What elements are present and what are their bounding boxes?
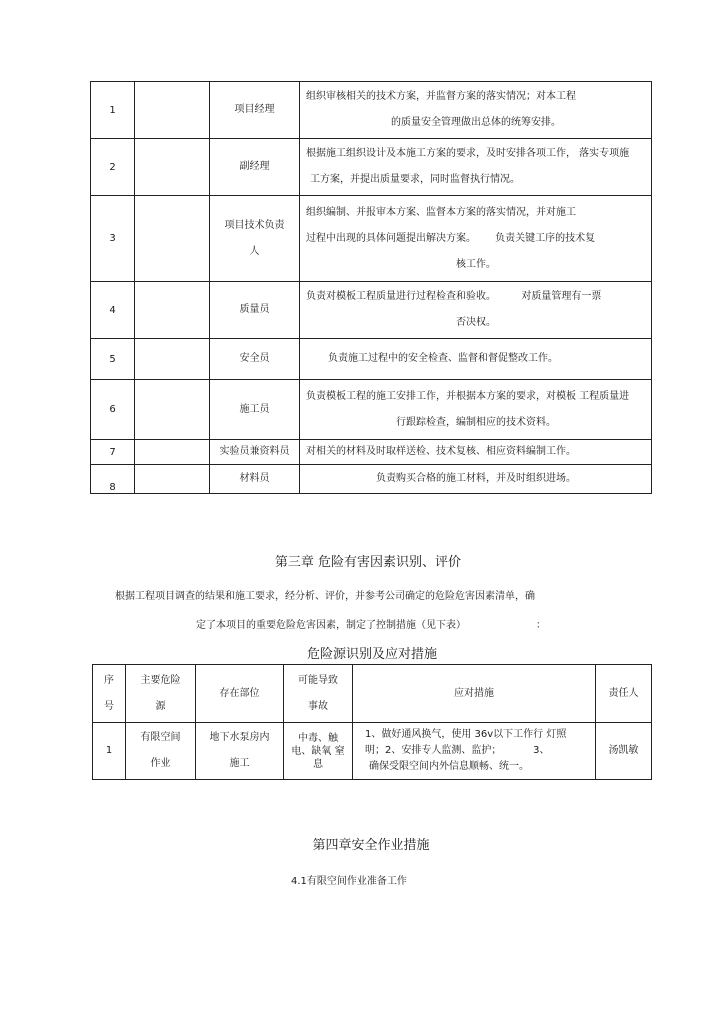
- row-number: 3: [91, 196, 135, 282]
- role-cell: 项目经理: [210, 82, 300, 139]
- role-cell: 质量员: [210, 282, 300, 339]
- table-row: [91, 339, 652, 380]
- header-accident: 可能导致 事故: [284, 665, 353, 723]
- table-row: [93, 723, 652, 780]
- duty-line: 组织审核相关的技术方案，并监督方案的落实情况；对本工程: [306, 91, 576, 102]
- row-number: 1: [91, 82, 135, 139]
- header-no: 序 号: [93, 665, 126, 723]
- header-measures: 应对措施: [353, 665, 596, 723]
- role-cell: 安全员: [210, 339, 300, 380]
- table-header-row: [93, 665, 652, 723]
- role-line: 项目技术负责: [224, 219, 285, 231]
- table-row: [91, 380, 652, 440]
- row-number: 1: [93, 723, 126, 780]
- row-number: 5: [91, 339, 135, 380]
- duty-cell: [300, 139, 652, 196]
- row-number: 8: [91, 465, 135, 494]
- row-number: 4: [91, 282, 135, 339]
- duty-line: 负责对模板工程质量进行过程检查和验收。 对质量管理有一票: [306, 291, 602, 302]
- duty-cell: [300, 339, 652, 380]
- duty-line: 的质量安全管理做出总体的统筹安排。: [391, 117, 561, 128]
- blank-cell: [135, 339, 210, 380]
- chapter4-title: 第四章安全作业措施: [312, 838, 430, 853]
- duty-line: 组织编制、并报审本方案、监督本方案的落实情况，并对施工: [306, 206, 576, 218]
- duty-cell: [300, 282, 652, 339]
- header-location: 存在部位: [196, 665, 284, 723]
- duty-cell: [300, 465, 652, 494]
- duty-line: 核工作。: [456, 258, 496, 270]
- section-4-1-heading: 4.1有限空间作业准备工作: [291, 876, 407, 887]
- chapter3-title: 第三章 危险有害因素识别、评价: [274, 555, 462, 570]
- duty-line: 否决权。: [456, 317, 496, 328]
- table-row: [91, 139, 652, 196]
- duty-line: 负责施工过程中的安全检查、监督和督促整改工作。: [328, 353, 558, 364]
- role-line: 人: [249, 245, 260, 257]
- blank-cell: [135, 139, 210, 196]
- responsibility-table: [90, 81, 652, 494]
- duty-line: 负责购买合格的施工材料，并及时组织进场。: [376, 473, 576, 484]
- table-row: [91, 82, 652, 139]
- table-row: [91, 282, 652, 339]
- role-cell: 施工员: [210, 380, 300, 440]
- row-number: 2: [91, 139, 135, 196]
- role-cell: 副经理: [210, 139, 300, 196]
- header-source: 主要危险 源: [126, 665, 196, 723]
- hazard-table: [92, 664, 652, 780]
- duty-cell: [300, 82, 652, 139]
- blank-cell: [135, 196, 210, 282]
- duty-cell: [300, 380, 652, 440]
- accident-cell: 中毒、触 电、缺氧 窒 息: [284, 723, 353, 780]
- chapter3-paragraph-line1: 根据工程项目调查的结果和施工要求，经分析、评价，并参考公司确定的危险危害因素清单，确: [115, 591, 535, 602]
- blank-cell: [135, 380, 210, 440]
- blank-cell: [135, 82, 210, 139]
- duty-cell: [300, 440, 652, 465]
- role-cell: 材料员: [210, 465, 300, 494]
- table-row: [91, 465, 652, 494]
- chapter3-paragraph-line2: 定了本项目的重要危险危害因素，制定了控制措施（见下表）: [196, 620, 466, 631]
- duty-line: 工方案，并提出质量要求，同时监督执行情况。: [310, 174, 520, 185]
- hazard-table-title: 危险源识别及应对措施: [306, 647, 437, 662]
- blank-cell: [135, 282, 210, 339]
- row-number: 6: [91, 380, 135, 440]
- duty-line: 对相关的材料及时取样送检、技术复核、相应资料编制工作。: [306, 446, 576, 457]
- table-row: [91, 196, 652, 282]
- person-cell: 汤凯敏: [596, 723, 652, 780]
- role-cell: [210, 196, 300, 282]
- row-number: 7: [91, 440, 135, 465]
- location-cell: 地下水泵房内 施工: [196, 723, 284, 780]
- chapter3-paragraph-colon: ：: [536, 620, 546, 631]
- blank-cell: [135, 440, 210, 465]
- role-cell: 实验员兼资料员: [210, 440, 300, 465]
- source-cell: 有限空间 作业: [126, 723, 196, 780]
- blank-cell: [135, 465, 210, 494]
- duty-line: 过程中出现的具体问题提出解决方案。 负责关键工序的技术复: [306, 232, 596, 244]
- duty-cell: [300, 196, 652, 282]
- header-person: 责任人: [596, 665, 652, 723]
- duty-line: 负责模板工程的施工安排工作，并根据本方案的要求，对模板 工程质量进: [306, 390, 630, 402]
- table-row: [91, 440, 652, 465]
- measures-cell: 1、做好通风换气，使用 36v以下工作行 灯照 明；2、安排专人监测、监护； 3、 确保受限空间内外信息顺畅、统一。: [353, 723, 596, 780]
- duty-line: 行跟踪检查，编制相应的技术资料。: [396, 416, 556, 428]
- duty-line: 根据施工组织设计及本施工方案的要求，及时安排各项工作， 落实专项施: [306, 148, 630, 159]
